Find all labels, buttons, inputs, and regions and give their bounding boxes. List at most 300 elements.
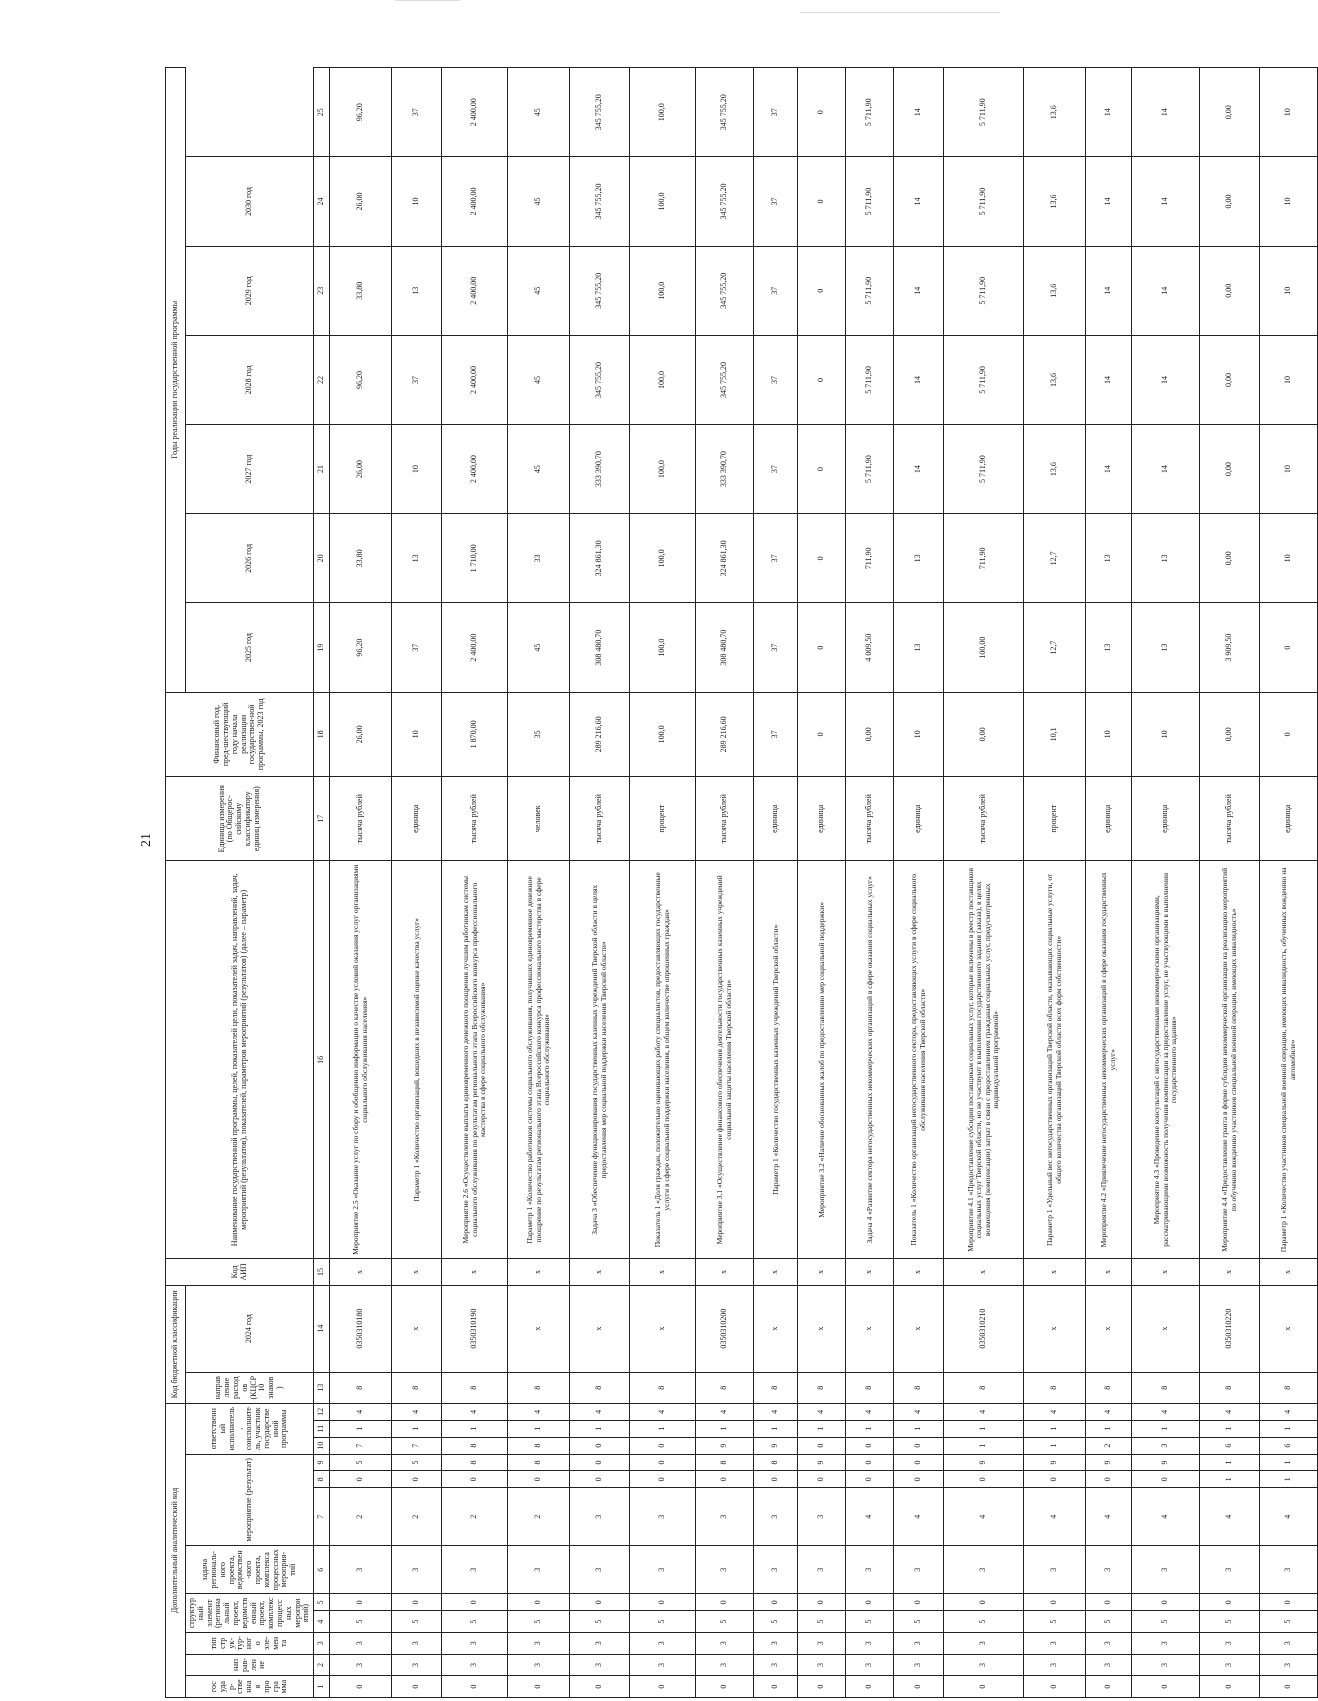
kcsr-cell: x	[894, 1285, 944, 1372]
aip-cell: x	[754, 1259, 798, 1286]
code-cell: 5	[442, 1611, 508, 1633]
code-cell: 9	[696, 1437, 754, 1454]
code-cell: 0	[944, 1594, 1024, 1611]
column-number: 9	[314, 1454, 330, 1471]
year-value-cell: 14	[1086, 246, 1132, 335]
fin-year-cell: 289 216,60	[696, 692, 754, 776]
code-cell: 0	[846, 1437, 894, 1454]
fin-year-cell: 1 870,00	[442, 692, 508, 776]
code-cell: 8	[754, 1454, 798, 1471]
year-value-cell: 37	[754, 246, 798, 335]
code-cell: 9	[1132, 1454, 1200, 1471]
year-value-cell: 13	[894, 514, 944, 603]
code-cell: 4	[798, 1403, 846, 1420]
year-value-cell: 5 711,90	[846, 157, 894, 246]
code-cell: 0	[754, 1594, 798, 1611]
aip-cell: x	[1260, 1259, 1318, 1286]
fin-year-cell: 10	[392, 692, 442, 776]
code-cell: 8	[1024, 1372, 1086, 1403]
year-value-cell: 324 861,30	[696, 514, 754, 603]
code-cell: 5	[696, 1611, 754, 1633]
code-cell: 3	[392, 1546, 442, 1594]
kcsr-cell: x	[1086, 1285, 1132, 1372]
column-number: 1	[314, 1676, 330, 1698]
name-cell: Показатель 1 «Количество организаций негосударственного сектора, предоставляющих услуги в сфере социального обслуживания населения Тверской области»	[894, 861, 944, 1259]
code-cell: 8	[1260, 1372, 1318, 1403]
code-cell: 0	[1132, 1594, 1200, 1611]
code-cell: 5	[330, 1454, 392, 1471]
code-cell: 8	[696, 1454, 754, 1471]
aip-cell: x	[508, 1259, 570, 1286]
unit-cell: единица	[1260, 777, 1318, 861]
year-value-cell: 26,00	[330, 425, 392, 514]
rotated-table-wrapper	[165, 67, 1297, 1698]
header-struct: структурный элемент (региональный проект, ведомственный проект, комплекс процессных мероприятий)	[186, 1594, 314, 1633]
year-value-cell: 37	[754, 335, 798, 424]
code-cell: 8	[330, 1372, 392, 1403]
code-cell: 0	[392, 1594, 442, 1611]
year-value-cell: 10	[392, 157, 442, 246]
column-number: 10	[314, 1437, 330, 1454]
fin-year-cell: 0,00	[944, 692, 1024, 776]
code-cell: 1	[1132, 1420, 1200, 1437]
code-cell: 3	[1260, 1654, 1318, 1676]
code-cell: 3	[894, 1632, 944, 1654]
code-cell: 1	[442, 1420, 508, 1437]
year-value-cell: 308 480,70	[696, 603, 754, 692]
code-cell: 9	[1024, 1454, 1086, 1471]
code-cell: 4	[570, 1403, 630, 1420]
table-row	[570, 68, 630, 1698]
year-value-cell: 345 755,20	[570, 335, 630, 424]
column-number-row	[314, 68, 330, 1698]
year-value-cell: 711,90	[846, 514, 894, 603]
code-cell: 3	[894, 1546, 944, 1594]
fin-year-cell: 100,0	[630, 692, 696, 776]
fin-year-cell: 10,1	[1024, 692, 1086, 776]
code-cell: 3	[630, 1654, 696, 1676]
code-cell: 0	[1200, 1676, 1260, 1698]
aip-cell: x	[570, 1259, 630, 1286]
year-value-cell: 100,0	[630, 603, 696, 692]
code-cell: 5	[1200, 1611, 1260, 1633]
year-value-cell: 13,6	[1024, 425, 1086, 514]
code-cell: 5	[1132, 1611, 1200, 1633]
year-value-cell: 45	[508, 68, 570, 157]
year-value-cell: 2 400,00	[442, 335, 508, 424]
code-cell: 5	[1260, 1611, 1318, 1633]
year-value-cell: 2 400,00	[442, 603, 508, 692]
header-year-2024: 2024 год	[186, 1285, 314, 1372]
year-value-cell: 14	[1132, 335, 1200, 424]
code-cell: 3	[508, 1632, 570, 1654]
table-row	[846, 68, 894, 1698]
code-cell: 3	[846, 1654, 894, 1676]
year-value-cell: 13,6	[1024, 68, 1086, 157]
code-cell: 3	[1086, 1546, 1132, 1594]
code-cell: 5	[392, 1454, 442, 1471]
header-year-2025: 2025 год	[186, 603, 314, 692]
column-number: 13	[314, 1372, 330, 1403]
code-cell: 4	[330, 1403, 392, 1420]
year-value-cell: 0,00	[1200, 68, 1260, 157]
fin-year-cell: 289 216,60	[570, 692, 630, 776]
year-value-cell: 37	[754, 157, 798, 246]
year-value-cell: 308 480,70	[570, 603, 630, 692]
header-type: тип струк-тур-ного эле-мента	[186, 1632, 314, 1654]
code-cell: 0	[944, 1676, 1024, 1698]
table-row	[392, 68, 442, 1698]
table-row	[330, 68, 392, 1698]
code-cell: 9	[754, 1437, 798, 1454]
year-value-cell: 12,7	[1024, 603, 1086, 692]
year-value-cell: 13	[1132, 514, 1200, 603]
code-cell: 0	[630, 1676, 696, 1698]
year-value-cell: 100,0	[630, 157, 696, 246]
code-cell: 8	[442, 1372, 508, 1403]
year-value-cell: 100,00	[944, 603, 1024, 692]
year-value-cell: 5 711,90	[944, 246, 1024, 335]
code-cell: 0	[846, 1454, 894, 1471]
code-cell: 8	[630, 1372, 696, 1403]
code-cell: 0	[442, 1676, 508, 1698]
column-number: 3	[314, 1632, 330, 1654]
year-value-cell: 33,80	[330, 514, 392, 603]
year-value-cell: 14	[894, 425, 944, 514]
year-value-cell: 13	[1086, 514, 1132, 603]
kcsr-cell: x	[630, 1285, 696, 1372]
year-value-cell: 345 755,20	[570, 246, 630, 335]
header-year-2026: 2026 год	[186, 514, 314, 603]
aip-cell: x	[1024, 1259, 1086, 1286]
table-row	[1200, 68, 1260, 1698]
code-cell: 6	[1200, 1437, 1260, 1454]
code-cell: 0	[944, 1471, 1024, 1488]
name-cell: Мероприятие 4.2 «Привлечение негосударственных некоммерческих организаций в сфере оказания государственных услуг»	[1086, 861, 1132, 1259]
code-cell: 8	[442, 1437, 508, 1454]
code-cell: 8	[894, 1372, 944, 1403]
unit-cell: единица	[1086, 777, 1132, 861]
header-aip: Код АИП	[166, 1259, 314, 1286]
year-value-cell: 0	[798, 157, 846, 246]
table-row	[944, 68, 1024, 1698]
code-cell: 8	[508, 1372, 570, 1403]
code-cell: 4	[1132, 1488, 1200, 1546]
code-cell: 3	[1086, 1632, 1132, 1654]
name-cell: Мероприятие 4.1 «Предоставление субсидии поставщикам социальных услуг, которые включены в реестр поставщиков социальных услуг Тверской области, но не участвуют в выполнении государственного задания (заказа), в целях возмещения (компенсации) затрат в связи с предоставлением гражданам социальных услуг, предусмотренных индивидуальной программой»	[944, 861, 1024, 1259]
code-cell: 1	[696, 1420, 754, 1437]
code-cell: 3	[1200, 1632, 1260, 1654]
code-cell: 3	[944, 1654, 1024, 1676]
code-cell: 4	[894, 1488, 944, 1546]
code-cell: 4	[754, 1403, 798, 1420]
code-cell: 0	[894, 1594, 944, 1611]
aip-cell: x	[944, 1259, 1024, 1286]
year-value-cell: 345 755,20	[696, 246, 754, 335]
year-value-cell: 12,7	[1024, 514, 1086, 603]
code-cell: 0	[1132, 1676, 1200, 1698]
year-value-cell: 96,20	[330, 603, 392, 692]
year-value-cell: 5 711,90	[944, 335, 1024, 424]
header-analytic-code: Дополнительный аналитический код	[166, 1403, 186, 1697]
name-cell: Мероприятие 3.1 «Осуществление финансового обеспечения деятельности государственных казенных учреждений социальной защиты населения Тверской области»	[696, 861, 754, 1259]
unit-cell: тысяча рублей	[1200, 777, 1260, 861]
name-cell: Задача 4 «Развитие сектора негосударственных некоммерческих организаций в сфере оказания социальных услуг»	[846, 861, 894, 1259]
code-cell: 5	[630, 1611, 696, 1633]
year-value-cell: 5 711,90	[944, 68, 1024, 157]
code-cell: 3	[1260, 1632, 1318, 1654]
code-cell: 0	[798, 1437, 846, 1454]
year-value-cell: 2 400,00	[442, 68, 508, 157]
column-number: 6	[314, 1546, 330, 1594]
name-cell: Мероприятие 4.4 «Предоставление гранта в форме субсидии некоммерческой организации на реализацию мероприятий по обучению вождению участников специальной военной операции, имеющих инвалидность»	[1200, 861, 1260, 1259]
code-cell: 4	[630, 1403, 696, 1420]
year-value-cell: 345 755,20	[696, 68, 754, 157]
year-value-cell: 45	[508, 246, 570, 335]
code-cell: 0	[798, 1471, 846, 1488]
code-cell: 0	[894, 1437, 944, 1454]
year-value-cell: 10	[1260, 68, 1318, 157]
code-cell: 1	[1260, 1420, 1318, 1437]
unit-cell: тысяча рублей	[846, 777, 894, 861]
code-cell: 5	[1024, 1611, 1086, 1633]
year-value-cell: 14	[894, 157, 944, 246]
code-cell: 1	[508, 1420, 570, 1437]
code-cell: 0	[1024, 1676, 1086, 1698]
code-cell: 1	[330, 1420, 392, 1437]
code-cell: 0	[630, 1454, 696, 1471]
code-cell: 1	[754, 1420, 798, 1437]
year-value-cell: 0	[1260, 603, 1318, 692]
year-value-cell: 0	[798, 335, 846, 424]
header-year-2028: 2028 год	[186, 335, 314, 424]
code-cell: 8	[846, 1372, 894, 1403]
year-value-cell: 13,6	[1024, 246, 1086, 335]
code-cell: 0	[754, 1471, 798, 1488]
code-cell: 3	[1200, 1654, 1260, 1676]
code-cell: 5	[570, 1611, 630, 1633]
header-gp: государ-ственная программа	[186, 1676, 314, 1698]
code-cell: 3	[330, 1654, 392, 1676]
header-name: Наименование государственной программы, целей, показателей цели, показателей задач, направлений, задач, мероприятий (результатов), показателей, параметров мероприятий (результатов) (далее – параметр)	[166, 861, 314, 1259]
code-cell: 3	[1086, 1654, 1132, 1676]
header-expense: направление расходов (КЦСР 10 знаков)	[186, 1372, 314, 1403]
column-number: 23	[314, 246, 330, 335]
year-value-cell: 14	[1086, 425, 1132, 514]
year-value-cell: 345 755,20	[570, 157, 630, 246]
code-cell: 0	[392, 1471, 442, 1488]
code-cell: 5	[944, 1611, 1024, 1633]
year-value-cell: 37	[392, 68, 442, 157]
year-value-cell: 37	[754, 68, 798, 157]
code-cell: 4	[1024, 1488, 1086, 1546]
year-value-cell: 10	[1260, 157, 1318, 246]
year-value-cell: 2 400,00	[442, 157, 508, 246]
year-value-cell: 13	[392, 246, 442, 335]
code-cell: 0	[1086, 1594, 1132, 1611]
code-cell: 0	[330, 1676, 392, 1698]
code-cell: 4	[1200, 1403, 1260, 1420]
code-cell: 3	[330, 1632, 392, 1654]
code-cell: 9	[1086, 1454, 1132, 1471]
code-cell: 0	[630, 1471, 696, 1488]
year-value-cell: 37	[754, 603, 798, 692]
year-value-cell: 0	[798, 603, 846, 692]
code-cell: 3	[1024, 1546, 1086, 1594]
column-number: 17	[314, 777, 330, 861]
kcsr-cell: x	[1132, 1285, 1200, 1372]
code-cell: 0	[508, 1471, 570, 1488]
code-cell: 3	[798, 1632, 846, 1654]
table-row	[894, 68, 944, 1698]
name-cell: Параметр 1 «Количество государственных казенных учреждений Тверской области»	[754, 861, 798, 1259]
code-cell: 0	[696, 1676, 754, 1698]
code-cell: 0	[508, 1594, 570, 1611]
year-value-cell: 5 711,90	[846, 335, 894, 424]
column-number: 2	[314, 1654, 330, 1676]
table-row	[508, 68, 570, 1698]
year-value-cell: 100,0	[630, 514, 696, 603]
unit-cell: единица	[392, 777, 442, 861]
code-cell: 5	[392, 1611, 442, 1633]
scan-mark	[800, 12, 1000, 13]
unit-cell: процент	[630, 777, 696, 861]
year-value-cell: 345 755,20	[696, 335, 754, 424]
code-cell: 3	[442, 1632, 508, 1654]
name-cell: Мероприятие 2.5 «Оказание услуг по сбору и обобщению информации о качестве условий оказания услуг организациями социального обслуживания населения»	[330, 861, 392, 1259]
code-cell: 4	[944, 1488, 1024, 1546]
header-year-2029: 2029 год	[186, 246, 314, 335]
code-cell: 4	[696, 1403, 754, 1420]
year-value-cell: 1 710,00	[442, 514, 508, 603]
code-cell: 0	[570, 1454, 630, 1471]
code-cell: 0	[1086, 1471, 1132, 1488]
code-cell: 0	[894, 1471, 944, 1488]
code-cell: 3	[1024, 1654, 1086, 1676]
column-number: 5	[314, 1594, 330, 1611]
year-value-cell: 0,00	[1200, 514, 1260, 603]
header-year-2030: 2030 год	[186, 157, 314, 246]
code-cell: 0	[392, 1676, 442, 1698]
year-value-cell: 5 711,90	[944, 425, 1024, 514]
code-cell: 1	[944, 1437, 1024, 1454]
code-cell: 4	[392, 1403, 442, 1420]
year-value-cell: 10	[392, 425, 442, 514]
code-cell: 3	[1132, 1654, 1200, 1676]
code-cell: 3	[392, 1654, 442, 1676]
page-number: 21	[139, 833, 154, 847]
kcsr-cell: x	[1260, 1285, 1318, 1372]
year-value-cell: 96,20	[330, 335, 392, 424]
year-value-cell: 711,90	[944, 514, 1024, 603]
code-cell: 0	[1024, 1471, 1086, 1488]
unit-cell: тысяча рублей	[944, 777, 1024, 861]
code-cell: 2	[392, 1488, 442, 1546]
code-cell: 3	[944, 1632, 1024, 1654]
code-cell: 9	[944, 1454, 1024, 1471]
year-value-cell: 14	[1132, 157, 1200, 246]
kcsr-cell: 0350310200	[696, 1285, 754, 1372]
code-cell: 2	[508, 1488, 570, 1546]
column-number: 16	[314, 861, 330, 1259]
kcsr-cell: x	[798, 1285, 846, 1372]
year-value-cell: 3 909,50	[1200, 603, 1260, 692]
code-cell: 5	[846, 1611, 894, 1633]
fin-year-cell: 0	[1260, 692, 1318, 776]
code-cell: 0	[1260, 1594, 1318, 1611]
year-value-cell: 0	[798, 68, 846, 157]
fin-year-cell: 35	[508, 692, 570, 776]
code-cell: 1	[392, 1420, 442, 1437]
code-cell: 3	[508, 1546, 570, 1594]
code-cell: 3	[754, 1654, 798, 1676]
table-row	[442, 68, 508, 1698]
code-cell: 3	[1024, 1632, 1086, 1654]
code-cell: 3	[570, 1654, 630, 1676]
code-cell: 0	[442, 1594, 508, 1611]
year-value-cell: 5 711,90	[846, 425, 894, 514]
code-cell: 0	[508, 1676, 570, 1698]
header-direction: направ-ление	[186, 1654, 314, 1676]
year-value-cell: 10	[1260, 425, 1318, 514]
kcsr-cell: x	[754, 1285, 798, 1372]
unit-cell: тысяча рублей	[696, 777, 754, 861]
year-value-cell: 13,6	[1024, 335, 1086, 424]
kcsr-cell: 0350310180	[330, 1285, 392, 1372]
unit-cell: процент	[1024, 777, 1086, 861]
year-value-cell: 13	[894, 603, 944, 692]
year-value-cell: 45	[508, 335, 570, 424]
year-value-cell: 0,00	[1200, 335, 1260, 424]
year-value-cell: 33,80	[330, 246, 392, 335]
table-row	[1260, 68, 1318, 1698]
code-cell: 0	[570, 1676, 630, 1698]
code-cell: 3	[1132, 1632, 1200, 1654]
code-cell: 4	[1086, 1403, 1132, 1420]
unit-cell: единица	[894, 777, 944, 861]
header-event: мероприятие (результат)	[186, 1454, 314, 1546]
code-cell: 1	[1024, 1437, 1086, 1454]
year-value-cell: 100,0	[630, 425, 696, 514]
column-number: 21	[314, 425, 330, 514]
code-cell: 3	[1200, 1546, 1260, 1594]
name-cell: Мероприятие 2.6 «Осуществление выплаты единовременного денежного поощрения лучшим работникам системы социального обслуживания по результатам регионального этапа Всероссийского конкурса профессионального мастерства в сфере социального обслуживания»	[442, 861, 508, 1259]
code-cell: 3	[846, 1546, 894, 1594]
code-cell: 3	[846, 1632, 894, 1654]
year-value-cell: 13	[392, 514, 442, 603]
column-number: 22	[314, 335, 330, 424]
code-cell: 1	[1260, 1471, 1318, 1488]
year-value-cell: 100,0	[630, 68, 696, 157]
code-cell: 1	[1200, 1420, 1260, 1437]
kcsr-cell: 0350310190	[442, 1285, 508, 1372]
header-unit: Единица измерения (по Общерос-сийскому классификатору единиц измерения)	[166, 777, 314, 861]
code-cell: 3	[570, 1488, 630, 1546]
code-cell: 3	[630, 1632, 696, 1654]
name-cell: Параметр 1 «Количество работников системы социального обслуживания, получивших единовременное денежное поощрение по результатам регионального этапа Всероссийского конкурса профессионального мастерства в сфере социального обслуживания»	[508, 861, 570, 1259]
code-cell: 1	[1260, 1454, 1318, 1471]
year-value-cell: 10	[1260, 246, 1318, 335]
code-cell: 1	[944, 1420, 1024, 1437]
year-value-cell: 33	[508, 514, 570, 603]
code-cell: 1	[798, 1420, 846, 1437]
kcsr-cell: x	[846, 1285, 894, 1372]
year-value-cell: 45	[508, 425, 570, 514]
code-cell: 3	[1132, 1546, 1200, 1594]
column-number: 20	[314, 514, 330, 603]
code-cell: 3	[570, 1546, 630, 1594]
column-number: 14	[314, 1285, 330, 1372]
